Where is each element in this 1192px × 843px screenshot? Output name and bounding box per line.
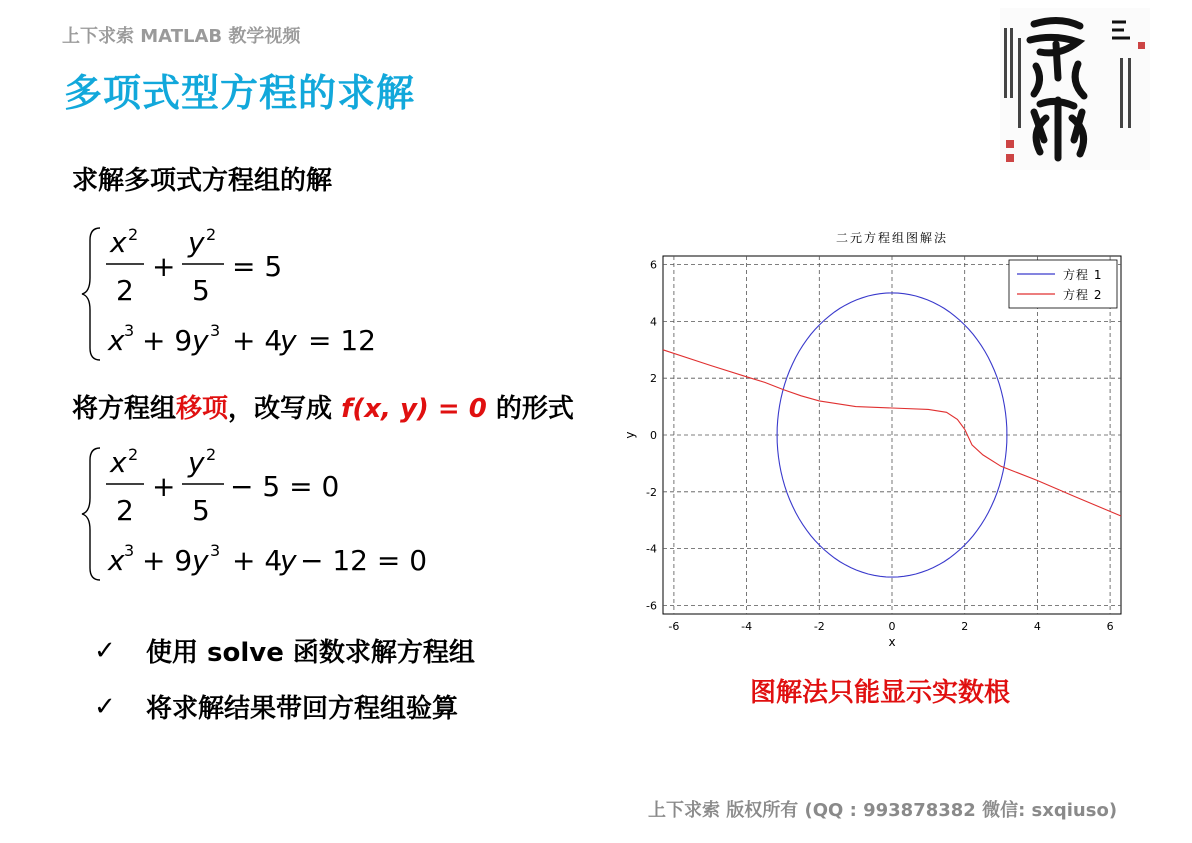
eq1b-num-x-exp: 2 xyxy=(128,445,139,464)
legend-label: 方程 2 xyxy=(1063,288,1103,302)
eq2-rhs: = 12 xyxy=(308,324,376,357)
footer-copyright: 上下求索 版权所有 (QQ : 993878382 微信: sxqiuso) xyxy=(648,800,1118,821)
eq1-rhs: = 5 xyxy=(232,250,283,283)
graphical-solution-chart xyxy=(620,222,1130,662)
eq1b-num-x: x xyxy=(110,446,127,479)
eq1-num-x-exp: 2 xyxy=(128,225,139,244)
section2-heading-part3: 的形式 xyxy=(486,394,574,424)
eq1-den-y: 5 xyxy=(192,274,210,307)
eq2b-y2: y xyxy=(280,544,297,577)
eq2b-y: y xyxy=(192,544,209,577)
eq2-plus2: + 4 xyxy=(232,324,283,357)
x-axis-label: x xyxy=(888,635,896,649)
eq1-num-y: y xyxy=(188,226,205,259)
eq1b-den-x: 2 xyxy=(116,494,134,527)
x-tick-label: 0 xyxy=(888,620,896,633)
eq2b-plus1: + 9 xyxy=(142,544,193,577)
x-tick-label: -2 xyxy=(813,620,825,633)
eq1-den-x: 2 xyxy=(116,274,134,307)
eq2b-x-exp: 3 xyxy=(124,541,135,560)
bullet-item-verify xyxy=(94,688,458,725)
eq1b-num-y: y xyxy=(188,446,205,479)
section2-heading xyxy=(72,388,574,425)
x-tick-label: -6 xyxy=(668,620,680,633)
eq2-x: x xyxy=(108,324,125,357)
eq2-plus1: + 9 xyxy=(142,324,193,357)
y-tick-label: 0 xyxy=(650,429,657,442)
bullet-item-solve xyxy=(94,632,475,669)
eq2b-x: x xyxy=(108,544,125,577)
eq2-y2: y xyxy=(280,324,297,357)
eq1b-num-y-exp: 2 xyxy=(206,445,217,464)
y-tick-label: -4 xyxy=(646,542,657,556)
section2-heading-red: 移项 xyxy=(176,394,229,424)
equation-system-original xyxy=(80,222,410,367)
eq2-y: y xyxy=(192,324,209,357)
section2-heading-part1: 将方程组 xyxy=(72,394,177,424)
eq2-x-exp: 3 xyxy=(124,321,135,340)
eq1b-rhs: − 5 = 0 xyxy=(230,470,340,503)
eq1-num-x: x xyxy=(110,226,127,259)
equation-system-transformed xyxy=(80,442,460,587)
section1-heading: 求解多项式方程组的解 xyxy=(72,166,333,196)
checkmark-icon: ✓ xyxy=(94,635,116,666)
seal-calligraphy-icon xyxy=(1000,8,1150,170)
y-tick-label: 2 xyxy=(650,372,657,386)
bullet-text: 将求解结果带回方程组验算 xyxy=(146,694,459,724)
eq2b-rhs: − 12 = 0 xyxy=(300,544,428,577)
chart-caption: 图解法只能显示实数根 xyxy=(750,678,1011,708)
x-tick-label: 2 xyxy=(961,620,969,633)
x-tick-label: 4 xyxy=(1033,620,1041,633)
eq2-y-exp: 3 xyxy=(210,321,221,340)
header-subtitle: 上下求索 MATLAB 教学视频 xyxy=(62,26,301,47)
y-axis-label: y xyxy=(623,431,637,439)
section2-heading-formula: f(x, y) = 0 xyxy=(341,394,487,424)
bullet-text: 使用 solve 函数求解方程组 xyxy=(146,638,475,668)
section2-heading-part2: ，改写成 xyxy=(228,394,342,424)
eq1b-plus: + xyxy=(152,470,176,503)
legend-label: 方程 1 xyxy=(1063,268,1103,282)
eq1b-den-y: 5 xyxy=(192,494,210,527)
y-tick-label: -6 xyxy=(646,599,657,613)
chart-title: 二元方程组图解法 xyxy=(835,231,949,245)
eq1-plus: + xyxy=(152,250,176,283)
y-tick-label: 4 xyxy=(650,315,657,329)
y-tick-label: 6 xyxy=(650,258,657,272)
eq1-num-y-exp: 2 xyxy=(206,225,217,244)
eq2b-y-exp: 3 xyxy=(210,541,221,560)
eq2b-plus2: + 4 xyxy=(232,544,283,577)
checkmark-icon: ✓ xyxy=(94,691,116,722)
page-title: 多项式型方程的求解 xyxy=(64,71,416,115)
x-tick-label: 6 xyxy=(1106,620,1114,633)
x-tick-label: -4 xyxy=(741,620,753,633)
y-tick-label: -2 xyxy=(646,485,657,499)
